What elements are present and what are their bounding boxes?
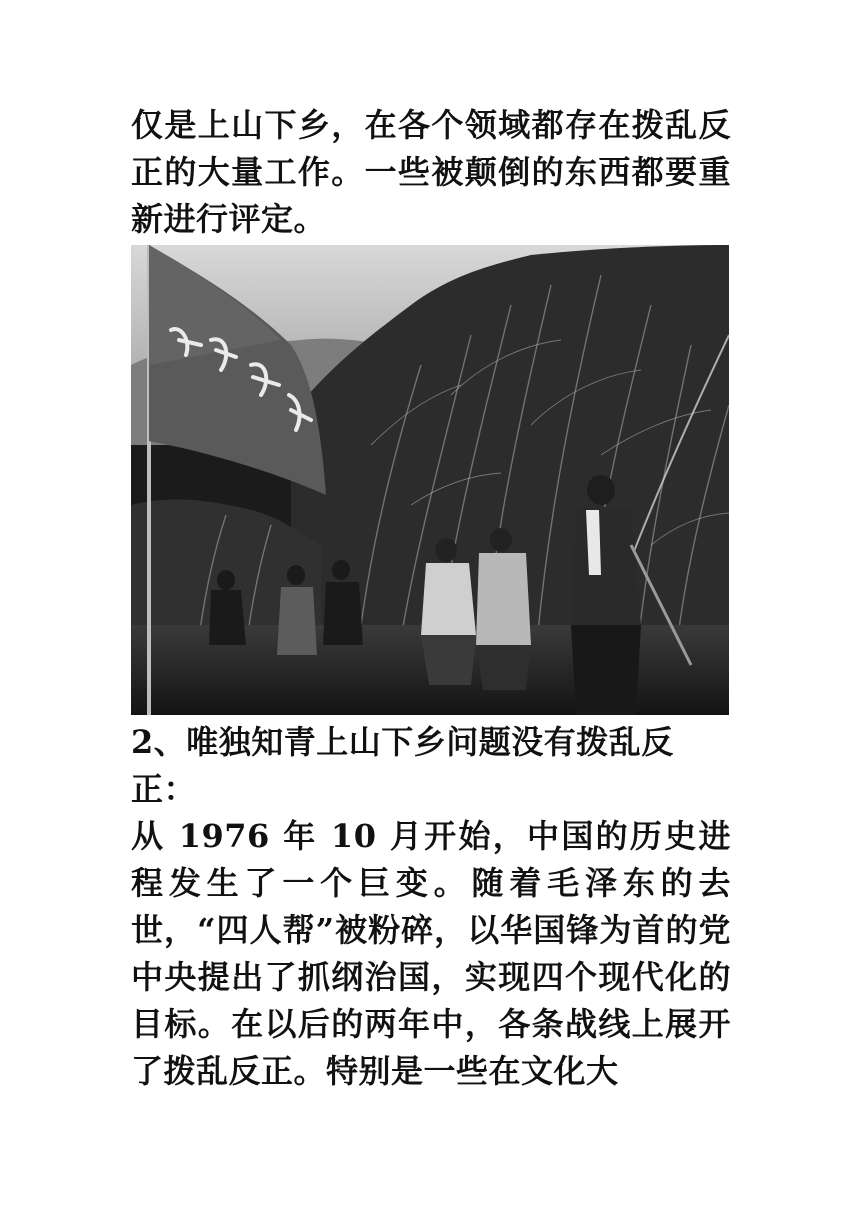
intro-paragraph: 仅是上山下乡，在各个领域都存在拨乱反正的大量工作。一些被颠倒的东西都要重新进行评定。	[131, 106, 731, 238]
body-paragraph: 从 1976 年 10 月开始，中国的历史进程发生了一个巨变。随着毛泽东的去世，“四人帮”被粉碎，以华国锋为首的党中央提出了抓纲治国，实现四个现代化的目标。在以后的两年中，各条战线上展开了拨乱反正。特别是一些在文化大	[131, 817, 731, 1090]
document-page	[131, 102, 731, 1095]
photo-illustration	[131, 245, 729, 715]
historical-photo	[131, 245, 729, 715]
section-heading: 2、唯独知青上山下乡问题没有拨乱反正：	[131, 723, 674, 808]
